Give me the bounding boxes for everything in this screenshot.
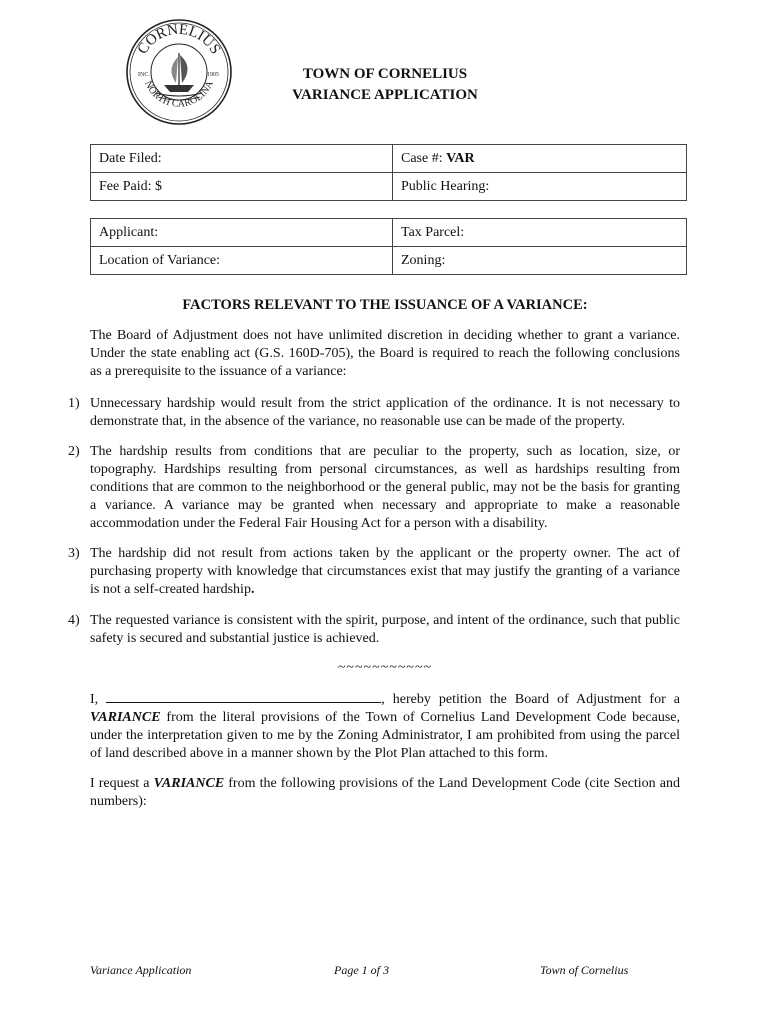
seal-left-text: INC. [138,72,150,78]
document-title-line2: VARIANCE APPLICATION [292,87,478,103]
petition-paragraph: I, , hereby petition the Board of Adjustment for a VARIANCE from the literal provisions of the Town of Cornelius Land Development Code because, under the interpretation given to me by the Zoning Administrator, I am prohibited from using the parcel of land described above in a manner shown by the Plot Plan attached to this form. [90,692,680,761]
seal-bottom-text: NORTH CAROLINA [142,79,216,110]
factor-item-3: 3) The hardship did not result from actions taken by the applicant or the property owner. The act of purchasing property with knowledge that circumstances exist that may justify the granting of a variance is not a self-created hardship. [68,546,680,597]
svg-text:CORNELIUS [135,22,224,57]
seal-top-text: CORNELIUS [134,21,224,58]
public-hearing-field[interactable]: Public Hearing: [393,173,687,201]
document-title-line1: TOWN OF CORNELIUS [302,66,468,82]
applicant-name-blank[interactable] [106,690,381,703]
factor-item-1: 1) Unnecessary hardship would result from the strict application of the ordinance. It is not necessary to demonstrate that, in the absence of the variance, no reasonable use can be made of the property. [68,396,680,429]
applicant-info-table [90,218,687,275]
tax-parcel-field[interactable]: Tax Parcel: [393,219,687,247]
date-filed-field[interactable]: Date Filed: [91,145,393,173]
footer-left: Variance Application [90,963,192,977]
factor-item-4: 4) The requested variance is consistent with the spirit, purpose, and intent of the ordinance, such that public safety is secured and substantial justice is achieved. [68,613,680,646]
factors-heading: FACTORS RELEVANT TO THE ISSUANCE OF A VARIANCE: [182,297,588,313]
location-of-variance-field[interactable]: Location of Variance: [91,247,393,275]
request-paragraph: I request a VARIANCE from the following provisions of the Land Development Code (cite Section and numbers): [90,776,680,809]
factors-intro: The Board of Adjustment does not have unlimited discretion in deciding whether to grant a variance. Under the state enabling act (G.S. 160D-705), the Board is required to reach the following conclusions as a prerequisite to the issuance of a variance: [90,328,680,379]
bold-period: . [250,582,255,597]
filing-info-table [90,144,687,201]
applicant-field[interactable]: Applicant: [91,219,393,247]
section-divider: ~~~~~~~~~~~ [337,660,433,675]
zoning-field[interactable]: Zoning: [393,247,687,275]
footer-right: Town of Cornelius [540,963,629,977]
fee-paid-field[interactable]: Fee Paid: $ [91,173,393,201]
seal-right-text: 1905 [207,72,219,78]
factor-item-2: 2) The hardship results from conditions that are peculiar to the property, such as location, size, or topography. Hardships resulting from personal circumstances, as well as hardships resulting from conditions that are common to the neighborhood or the general public, may not be the basis for granting a variance. A variance may be granted when necessary and appropriate to make a reasonable accommodation under the Federal Fair Housing Act for a person with a disability. [68,444,680,531]
footer-page-number: Page 1 of 3 [334,963,389,977]
case-number-field[interactable]: Case #: VAR [393,145,687,173]
